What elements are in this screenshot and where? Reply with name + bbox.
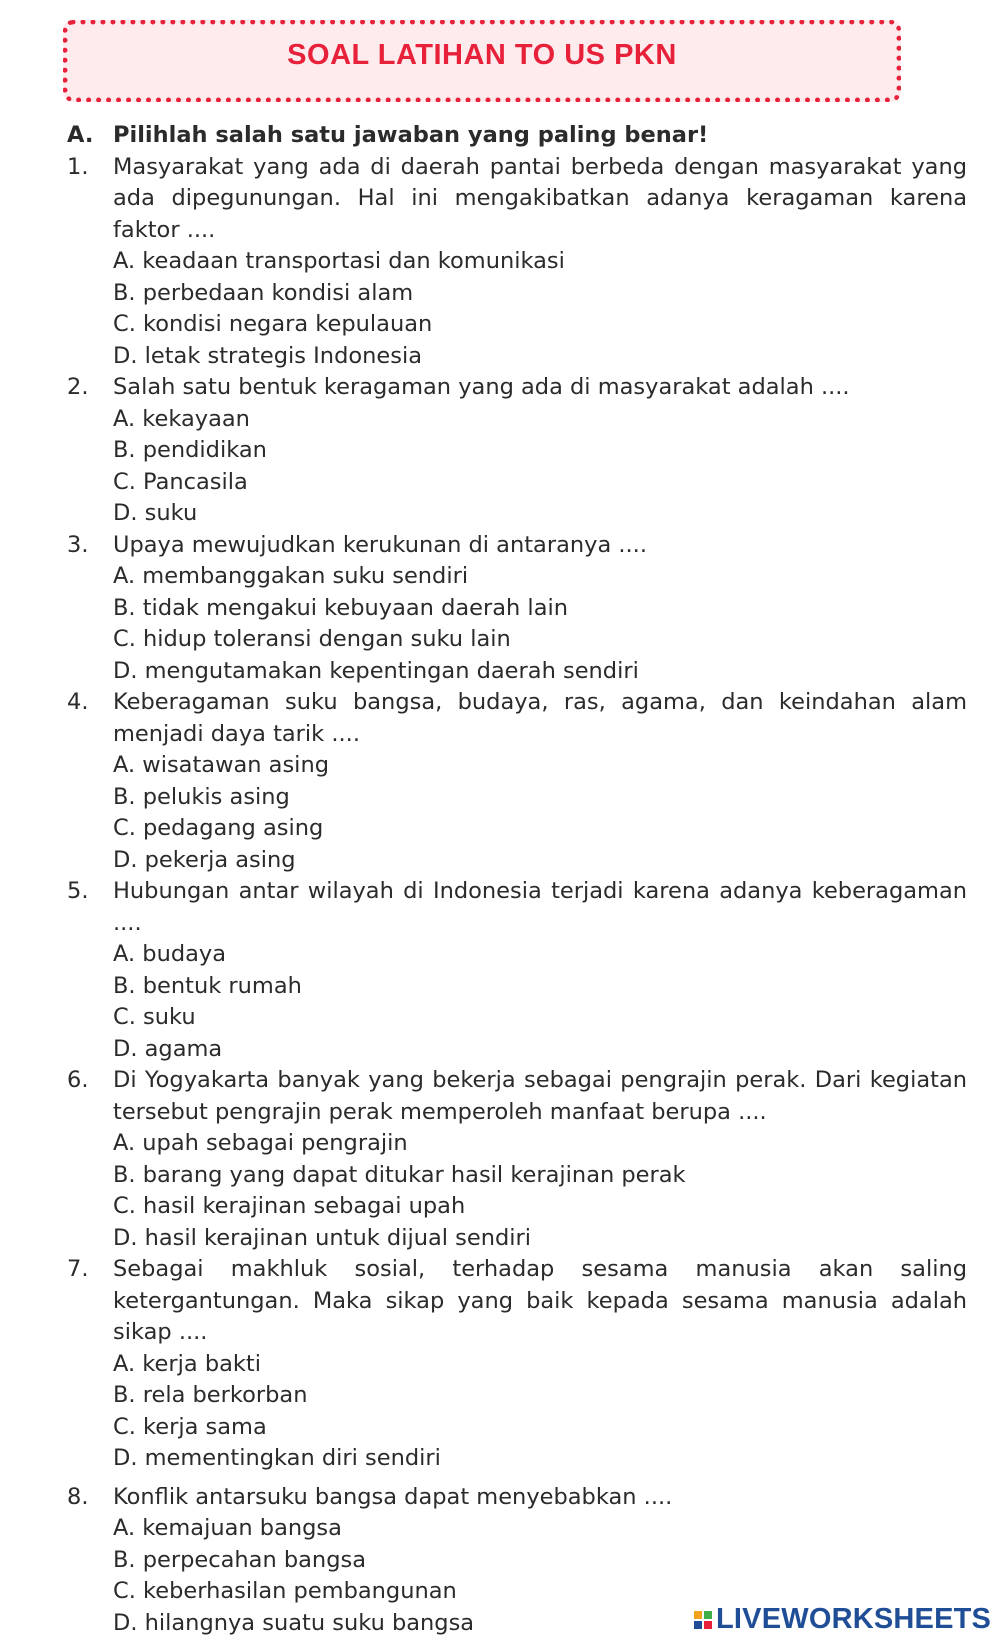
- question-row: [67, 1482, 967, 1514]
- question-number: 3.: [67, 531, 89, 558]
- answer-option[interactable]: D. mementingkan diri sendiri: [113, 1445, 441, 1471]
- answer-option[interactable]: D. hilangnya suatu suku bangsa: [113, 1609, 475, 1636]
- answer-option[interactable]: D. letak strategis Indonesia: [113, 342, 422, 369]
- answer-option[interactable]: B. perbedaan kondisi alam: [113, 279, 414, 306]
- instruction: [67, 120, 967, 152]
- question-number: 7.: [67, 1256, 89, 1282]
- answer-option[interactable]: D. mengutamakan kepentingan daerah sendiri: [113, 657, 639, 684]
- answer-option[interactable]: A. kerja bakti: [113, 1350, 261, 1377]
- question-number: 5.: [67, 878, 89, 904]
- question-block: [67, 530, 967, 688]
- answer-option[interactable]: D. pekerja asing: [113, 846, 296, 873]
- question-block: [67, 372, 967, 530]
- answer-option[interactable]: A. wisatawan asing: [113, 752, 329, 778]
- answer-option[interactable]: B. rela berkorban: [113, 1382, 308, 1408]
- answer-option[interactable]: B. tidak mengakui kebuyaan daerah lain: [113, 594, 568, 621]
- answer-option[interactable]: A. upah sebagai pengrajin: [113, 1130, 408, 1156]
- question-number: 4.: [67, 689, 89, 715]
- answer-option[interactable]: D. hasil kerajinan untuk dijual sendiri: [113, 1224, 532, 1251]
- answer-option[interactable]: A. kemajuan bangsa: [113, 1515, 342, 1541]
- question-text: Salah satu bentuk keragaman yang ada di masyarakat adalah ....: [113, 374, 850, 400]
- question-row: [67, 1065, 967, 1128]
- logo-text: LIVEWORKSHEETS: [716, 1603, 992, 1635]
- question-text: Di Yogyakarta banyak yang bekerja sebagai pengrajin perak. Dari kegiatan tersebut pengrajin perak memperoleh manfaat berupa ....: [113, 1067, 967, 1125]
- answer-option[interactable]: D. agama: [113, 1035, 223, 1062]
- answer-option[interactable]: C. hidup toleransi dengan suku lain: [113, 626, 511, 652]
- answer-option[interactable]: B. barang yang dapat ditukar hasil kerajinan perak: [113, 1161, 686, 1188]
- answer-option[interactable]: A. kekayaan: [113, 405, 250, 432]
- page-title: SOAL LATIHAN TO US PKN: [287, 39, 677, 71]
- question-row: [67, 372, 967, 404]
- question-number: 2.: [67, 374, 89, 400]
- question-number: 6.: [67, 1067, 89, 1093]
- question-block: [67, 1254, 967, 1475]
- question-number: 8.: [67, 1483, 89, 1510]
- answer-option[interactable]: D. suku: [113, 500, 198, 526]
- question-block: [67, 687, 967, 876]
- answer-option[interactable]: A. membanggakan suku sendiri: [113, 563, 469, 589]
- question-row: [67, 876, 967, 939]
- answer-option[interactable]: A. keadaan transportasi dan komunikasi: [113, 248, 565, 274]
- question-row: [67, 530, 967, 562]
- question-block: [67, 876, 967, 1065]
- liveworksheets-logo: [694, 1603, 991, 1636]
- question-block: [67, 1065, 967, 1254]
- question-row: [67, 1254, 967, 1349]
- question-text: Keberagaman suku bangsa, budaya, ras, agama, dan keindahan alam menjadi daya tarik ....: [113, 689, 967, 747]
- answer-option[interactable]: C. keberhasilan pembangunan: [113, 1578, 457, 1604]
- question-text: Hubungan antar wilayah di Indonesia terjadi karena adanya keberagaman ....: [113, 878, 967, 936]
- title-banner: [63, 20, 901, 102]
- instruction-mark: A.: [67, 122, 94, 148]
- answer-option[interactable]: C. suku: [113, 1004, 196, 1030]
- question-row: [67, 152, 967, 247]
- answer-option[interactable]: C. pedagang asing: [113, 815, 324, 841]
- question-list: [67, 152, 967, 1640]
- logo-grid-icon: [694, 1611, 712, 1629]
- question-row: [67, 687, 967, 750]
- worksheet-content: [67, 120, 967, 1639]
- answer-option[interactable]: A. budaya: [113, 941, 227, 967]
- question-block: [67, 152, 967, 373]
- question-text: Masyarakat yang ada di daerah pantai berbeda dengan masyarakat yang ada dipegunungan. Hal ini mengakibatkan adanya keragaman karena faktor ....: [113, 153, 967, 243]
- answer-option[interactable]: B. pelukis asing: [113, 783, 290, 810]
- question-text: Sebagai makhluk sosial, terhadap sesama manusia akan saling ketergantungan. Maka sikap yang baik kepada sesama manusia adalah sikap ....: [113, 1256, 967, 1345]
- answer-option[interactable]: C. hasil kerajinan sebagai upah: [113, 1193, 466, 1219]
- question-text: Konflik antarsuku bangsa dapat menyebabkan ....: [113, 1483, 673, 1510]
- answer-option[interactable]: C. kerja sama: [113, 1413, 267, 1440]
- instruction-text: Pilihlah salah satu jawaban yang paling benar!: [113, 122, 709, 148]
- answer-option[interactable]: B. pendidikan: [113, 437, 267, 463]
- answer-option[interactable]: C. kondisi negara kepulauan: [113, 311, 433, 337]
- answer-option[interactable]: C. Pancasila: [113, 468, 248, 495]
- answer-option[interactable]: B. perpecahan bangsa: [113, 1546, 366, 1573]
- answer-option[interactable]: B. bentuk rumah: [113, 972, 302, 999]
- question-text: Upaya mewujudkan kerukunan di antaranya ....: [113, 531, 647, 558]
- question-number: 1.: [67, 153, 89, 180]
